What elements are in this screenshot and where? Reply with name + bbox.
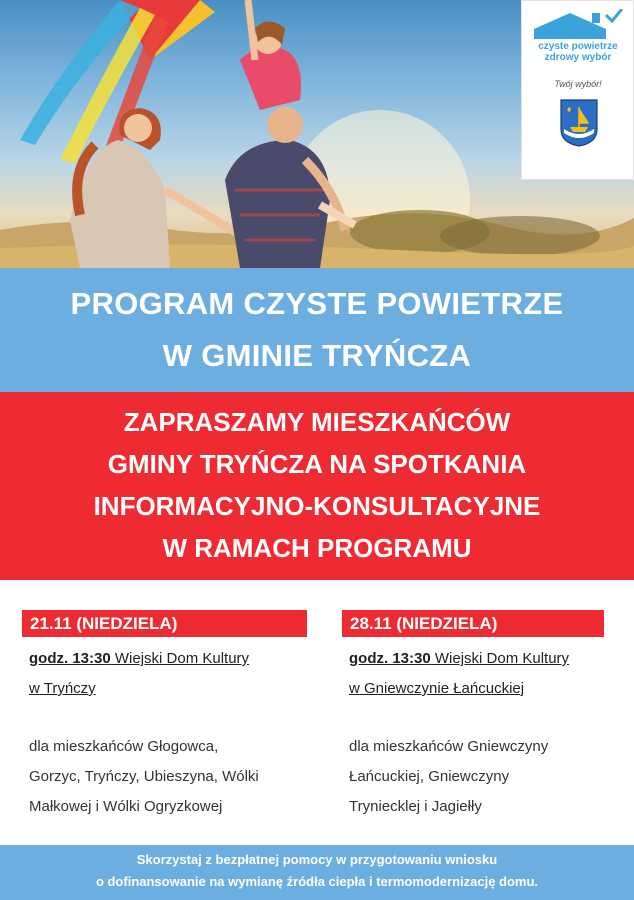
invitation-line-1: ZAPRASZAMY MIESZKAŃCÓW	[123, 407, 511, 437]
event-2-audience-line-3: Tryniecklej i Jagiełły	[349, 798, 482, 815]
event-1-venue-line-2: w Tryńczy	[29, 680, 96, 697]
footer-line-2: o dofinansowanie na wymianę źródła ciepła i termomodernizację domu.	[95, 874, 539, 889]
logo-tagline: Twój wybór!	[554, 79, 602, 89]
logo-line-1: czyste powietrze	[538, 41, 618, 52]
event-1-time: godz. 13:30	[29, 650, 111, 667]
event-1-audience-line-2: Gorzyc, Tryńczy, Ubieszyna, Wólki	[29, 768, 259, 785]
event-2-venue: Wiejski Dom Kultury	[430, 650, 570, 667]
coat-of-arms-icon	[560, 99, 598, 147]
event-1-audience-line-3: Małkowej i Wólki Ogryzkowej	[29, 798, 223, 815]
invitation-line-3: INFORMACYJNO-KONSULTACYJNE	[93, 491, 541, 521]
event-2-date: 28.11 (NIEDZIELA)	[342, 610, 604, 637]
event-2-audience-line-2: Łańcuckiej, Gniewczyny	[349, 768, 510, 785]
event-1-venue-line-1	[29, 650, 249, 667]
event-1-date: 21.11 (NIEDZIELA)	[22, 610, 307, 637]
footer-line-1: Skorzystaj z bezpłatnej pomocy w przygotowaniu wniosku	[136, 852, 498, 867]
event-2-venue-line-1	[349, 650, 569, 667]
event-2-audience-line-1: dla mieszkańców Gniewczyny	[349, 738, 549, 755]
event-1-audience-line-1: dla mieszkańców Głogowca,	[29, 738, 219, 755]
invitation-line-4: W RAMACH PROGRAMU	[162, 533, 472, 563]
program-title-line-2: W GMINIE TRYŃCZA	[162, 338, 472, 373]
logo-line-2: zdrowy wybór	[544, 52, 612, 63]
program-title-line-1: PROGRAM CZYSTE POWIETRZE	[70, 286, 564, 321]
logo-panel	[521, 0, 634, 180]
invitation-line-2: GMINY TRYŃCZA NA SPOTKANIA	[107, 449, 527, 479]
event-1-venue: Wiejski Dom Kultury	[110, 650, 250, 667]
event-2-time: godz. 13:30	[349, 650, 431, 667]
house-logo-icon	[530, 9, 626, 41]
event-2-venue-line-2: w Gniewczynie Łańcuckiej	[349, 680, 525, 697]
